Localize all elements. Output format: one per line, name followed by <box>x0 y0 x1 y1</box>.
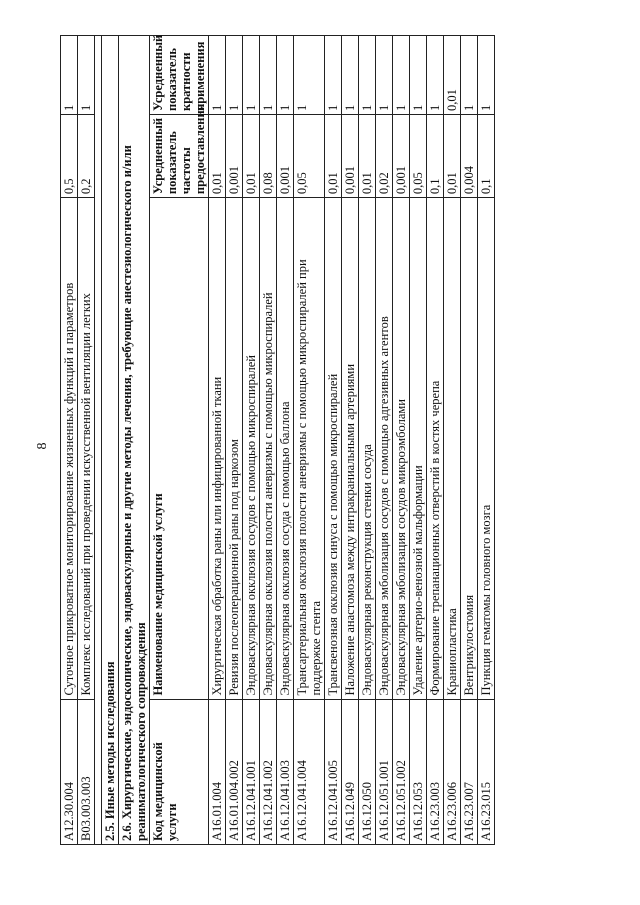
service-name: Эндоваскулярная реконструкция стенки сосуда <box>359 198 376 699</box>
service-name: Суточное прикроватное мониторирование жизненных функций и параметров <box>61 198 78 699</box>
service-frequency: 0,004 <box>461 114 478 197</box>
service-multiplicity: 1 <box>393 36 410 115</box>
service-multiplicity: 1 <box>410 36 427 115</box>
services-table <box>60 35 495 845</box>
table-row <box>325 36 342 845</box>
service-name: Эндоваскулярная эмболизация сосудов микроэмболами <box>393 198 410 699</box>
service-frequency: 0,001 <box>393 114 410 197</box>
service-frequency: 0,2 <box>78 114 95 197</box>
service-name: Комплекс исследований при проведении искусственной вентиляции легких <box>78 198 95 699</box>
table-row <box>277 36 294 845</box>
spacer-cell <box>95 36 102 845</box>
table-row <box>461 36 478 845</box>
service-frequency: 0,001 <box>342 114 359 197</box>
service-frequency: 0,02 <box>376 114 393 197</box>
service-frequency: 0,001 <box>277 114 294 197</box>
service-multiplicity: 1 <box>243 36 260 115</box>
table-row <box>359 36 376 845</box>
service-frequency: 0,05 <box>410 114 427 197</box>
service-name: Ревизия послеоперационной раны под наркозом <box>226 198 243 699</box>
page-number: 8 <box>35 442 50 450</box>
service-code: A16.23.015 <box>478 699 495 844</box>
service-frequency: 0,01 <box>209 114 226 197</box>
service-code: A16.12.050 <box>359 699 376 844</box>
service-code: A16.12.041.005 <box>325 699 342 844</box>
service-multiplicity: 1 <box>359 36 376 115</box>
section-row <box>102 36 119 845</box>
service-multiplicity: 1 <box>209 36 226 115</box>
service-code: A16.12.041.003 <box>277 699 294 844</box>
service-multiplicity: 0,01 <box>444 36 461 115</box>
service-code: A16.23.003 <box>427 699 444 844</box>
service-code: A16.01.004 <box>209 699 226 844</box>
header-frequency: Усредненный показатель частоты предоставления <box>150 114 209 197</box>
spacer-row <box>95 36 102 845</box>
table-row <box>243 36 260 845</box>
service-frequency: 0,001 <box>226 114 243 197</box>
table-row <box>260 36 277 845</box>
table-row <box>444 36 461 845</box>
service-code: B03.003.003 <box>78 699 95 844</box>
service-multiplicity: 1 <box>277 36 294 115</box>
service-code: A16.12.051.001 <box>376 699 393 844</box>
service-code: A16.12.041.001 <box>243 699 260 844</box>
service-code: A16.23.006 <box>444 699 461 844</box>
service-multiplicity: 1 <box>478 36 495 115</box>
table-row <box>478 36 495 845</box>
service-multiplicity: 1 <box>78 36 95 115</box>
service-name: Эндоваскулярная окклюзия сосуда с помощью баллона <box>277 198 294 699</box>
service-name: Краниопластика <box>444 198 461 699</box>
service-multiplicity: 1 <box>325 36 342 115</box>
service-code: A16.12.053 <box>410 699 427 844</box>
section-title-2-5: 2.5. Иные методы исследования <box>102 36 119 845</box>
table-row <box>427 36 444 845</box>
table-row <box>78 36 95 845</box>
section-title-2-6: 2.6. Хирургические, эндоскопические, эндоваскулярные и другие методы лечения, требующие анестезиологического и/или реаниматологического сопровождения <box>119 36 150 845</box>
service-name: Эндоваскулярная окклюзия сосудов с помощью микроспиралей <box>243 198 260 699</box>
service-name: Трансвенозная окклюзия синуса с помощью микроспиралей <box>325 198 342 699</box>
service-name: Хирургическая обработка раны или инфицированной ткани <box>209 198 226 699</box>
service-frequency: 0,01 <box>243 114 260 197</box>
service-name: Трансартериальная окклюзия полости аневризмы с помощью микроспиралей при поддержке стента <box>294 198 325 699</box>
rotated-table-container <box>60 35 640 845</box>
service-code: A16.01.004.002 <box>226 699 243 844</box>
service-multiplicity: 1 <box>260 36 277 115</box>
service-frequency: 0,1 <box>478 114 495 197</box>
section-row <box>119 36 150 845</box>
service-multiplicity: 1 <box>376 36 393 115</box>
service-frequency: 0,01 <box>444 114 461 197</box>
service-code: A16.12.049 <box>342 699 359 844</box>
service-name: Удаление артерио-венозной мальформации <box>410 198 427 699</box>
service-multiplicity: 1 <box>226 36 243 115</box>
service-code: A16.12.041.002 <box>260 699 277 844</box>
header-name: Наименование медицинской услуги <box>150 198 209 699</box>
service-code: A16.12.041.004 <box>294 699 325 844</box>
service-frequency: 0,01 <box>325 114 342 197</box>
service-multiplicity: 1 <box>294 36 325 115</box>
table-row <box>61 36 78 845</box>
header-code: Код медицинской услуги <box>150 699 209 844</box>
service-code: A16.12.051.002 <box>393 699 410 844</box>
service-multiplicity: 1 <box>342 36 359 115</box>
service-name: Наложение анастомоза между интракраниальными артериями <box>342 198 359 699</box>
service-name: Пункция гематомы головного мозга <box>478 198 495 699</box>
table-row <box>342 36 359 845</box>
table-row <box>410 36 427 845</box>
service-frequency: 0,1 <box>427 114 444 197</box>
service-name: Вентрикулостомия <box>461 198 478 699</box>
header-row <box>150 36 209 845</box>
service-frequency: 0,01 <box>359 114 376 197</box>
service-code: A16.23.007 <box>461 699 478 844</box>
table-row <box>376 36 393 845</box>
service-name: Формирование трепанационных отверстий в костях черепа <box>427 198 444 699</box>
service-name: Эндоваскулярная окклюзия полости аневризмы с помощью микроспиралей <box>260 198 277 699</box>
service-frequency: 0,05 <box>294 114 325 197</box>
service-multiplicity: 1 <box>427 36 444 115</box>
table-row <box>226 36 243 845</box>
service-frequency: 0,08 <box>260 114 277 197</box>
service-code: A12.30.004 <box>61 699 78 844</box>
service-name: Эндоваскулярная эмболизация сосудов с помощью адгезивных агентов <box>376 198 393 699</box>
service-multiplicity: 1 <box>461 36 478 115</box>
table-row <box>209 36 226 845</box>
table-row <box>393 36 410 845</box>
service-frequency: 0,5 <box>61 114 78 197</box>
table-row <box>294 36 325 845</box>
service-multiplicity: 1 <box>61 36 78 115</box>
header-multiplicity: Усредненный показатель кратности применения <box>150 36 209 115</box>
